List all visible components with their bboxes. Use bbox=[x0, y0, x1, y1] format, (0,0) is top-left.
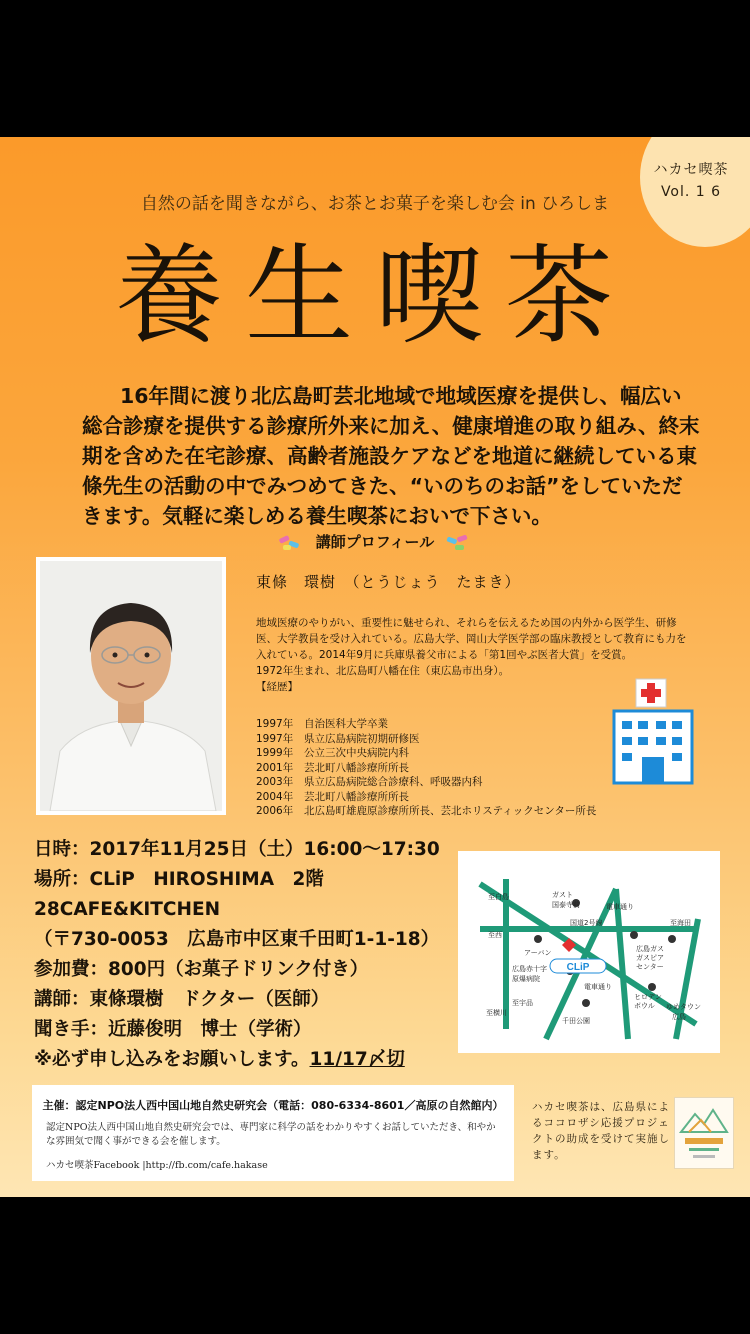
organizer-name: 主催：認定NPO法人西中国山地自然史研究会（電話：080-6334-8601／高原の自然館内） bbox=[42, 1099, 504, 1112]
career-year: 1997年 bbox=[256, 732, 294, 745]
candy-icon bbox=[445, 534, 473, 552]
map-label: ガスト bbox=[552, 891, 573, 899]
lecturer-photo bbox=[40, 561, 222, 811]
profile-heading-label: 講師プロフィール bbox=[315, 533, 435, 551]
map-label: 原爆病院 bbox=[512, 975, 540, 983]
map-label: ゆめタウン bbox=[666, 1003, 701, 1011]
map-label: 千田公園 bbox=[562, 1017, 590, 1025]
event-address: （〒730-0053 広島市中区東千田町1-1-18） bbox=[34, 929, 440, 950]
event-interviewer: 聞き手：近藤俊明 博士（学術） bbox=[34, 1019, 312, 1040]
profile-heading bbox=[0, 531, 750, 552]
portrait-illustration bbox=[40, 561, 222, 811]
map-label: アーバン bbox=[524, 949, 552, 957]
map-label: センター bbox=[636, 963, 664, 971]
career-text: 県立広島病院総合診療科、呼吸器内科 bbox=[304, 776, 483, 788]
intro-text bbox=[82, 381, 702, 531]
career-year: 1997年 bbox=[256, 718, 294, 730]
map-label: 国泰寺前 bbox=[552, 901, 580, 909]
career-text: 自治医科大学卒業 bbox=[304, 718, 388, 730]
career-text: 北広島町雄鹿原診療所所長、芸北ホリスティックセンター所長 bbox=[304, 805, 597, 817]
map-label: 広島ガス bbox=[636, 945, 664, 953]
career-text: 公立三次中央病院内科 bbox=[304, 747, 409, 759]
map-label: 広島赤十字 bbox=[512, 965, 547, 973]
event-details bbox=[34, 835, 474, 1075]
event-place: 場所：CLiP HIROSHIMA 2階 bbox=[34, 869, 324, 890]
map-label: 国道2号線 bbox=[570, 919, 603, 927]
main-title: 養生喫茶 bbox=[114, 234, 635, 359]
career-row bbox=[256, 804, 726, 819]
career-text: 県立広島病院初期研修医 bbox=[304, 732, 420, 745]
career-row bbox=[256, 790, 726, 805]
career-year: 2004年 bbox=[256, 790, 294, 803]
career-year: 2006年 bbox=[256, 805, 294, 817]
mountain-logo-icon bbox=[675, 1098, 733, 1168]
event-place-venue: 28CAFE&KITCHEN bbox=[34, 899, 221, 920]
badge-volume: Vol. 1 6 bbox=[660, 184, 722, 200]
application-note: ※必ず申し込みをお願いします。 bbox=[34, 1049, 310, 1070]
organizer-box bbox=[32, 1085, 514, 1181]
deadline: 11/17〆切 bbox=[309, 1049, 405, 1070]
map-label: ガスピア bbox=[636, 954, 664, 962]
event-datetime: 日時：2017年11月25日（土）16:00〜17:30 bbox=[34, 839, 440, 860]
bio-born: 1972年生まれ、北広島町八幡在住（東広島市出身）。 bbox=[256, 665, 510, 677]
map-label: 至海田 bbox=[670, 919, 691, 927]
map-label: 至白島 bbox=[488, 893, 509, 901]
intro-paragraph: 16年間に渡り北広島町芸北地域で地域医療を提供し、幅広い総合診療を提供する診療所外来に加え、健康増進の取り組み、終末期を含めた在宅診療、高齢者施設ケアなどを地道に継続している東條先生の活動の中でみつめてきた、“いのちのお話”をしていただきます。気軽に楽しめる養生喫茶においで下さい。 bbox=[82, 384, 700, 528]
career-year: 1999年 bbox=[256, 747, 294, 759]
map-graphic bbox=[466, 859, 712, 1045]
map-label: ヒロデン bbox=[634, 993, 662, 1001]
hospital-icon bbox=[610, 677, 696, 785]
organizer-description: 認定NPO法人西中国山地自然史研究会では、専門家に科学の話をわかりやすくお話していただき、和やかな雰囲気で聞く事ができる会を催します。 bbox=[46, 1122, 496, 1147]
map-label: ボウル bbox=[634, 1002, 655, 1010]
badge-series: ハカセ喫茶 bbox=[653, 162, 729, 178]
map-label: 電車通り bbox=[584, 983, 612, 991]
career-text: 芸北町八幡診療所所長 bbox=[304, 761, 409, 774]
map-label: 至宇品 bbox=[512, 999, 533, 1007]
career-year: 2003年 bbox=[256, 776, 294, 788]
map-label: 広島 bbox=[672, 1013, 686, 1021]
career-year: 2001年 bbox=[256, 761, 294, 774]
map-label: 至横川 bbox=[486, 1009, 507, 1017]
candy-icon bbox=[277, 534, 305, 552]
sponsor-logo bbox=[674, 1097, 734, 1169]
event-note bbox=[34, 1045, 474, 1075]
event-poster bbox=[0, 137, 750, 1197]
lecturer-photo-frame bbox=[36, 557, 226, 815]
event-fee: 参加費：800円（お菓子ドリンク付き） bbox=[34, 959, 369, 980]
lecturer-name: 東條 環樹 （とうじょう たまき） bbox=[256, 573, 521, 591]
career-text: 芸北町八幡診療所所長 bbox=[304, 790, 409, 803]
event-lecturer: 講師：東條環樹 ドクター（医師） bbox=[34, 989, 330, 1010]
career-label: 【経歴】 bbox=[256, 681, 298, 693]
facebook-link[interactable]: ハカセ喫茶Facebook |http://fb.com/cafe.hakase bbox=[46, 1160, 268, 1171]
map-label: 至西 bbox=[488, 931, 502, 939]
map-label: 電車通り bbox=[606, 903, 634, 911]
bio-text: 地域医療のやりがい、重要性に魅せられ、それらを伝えるため国の内外から医学生、研修医、大学教員を受け入れている。広島大学、岡山大学医学部の臨床教授として教育にも力を入れている。2014年9月に兵庫県養父市による「第1回やぶ医者大賞」を受賞。 bbox=[256, 617, 687, 661]
tagline: 自然の話を聞きながら、お茶とお菓子を楽しむ会 in ひろしま bbox=[140, 194, 610, 214]
map-clip-label: CLiP bbox=[566, 962, 590, 973]
support-note: ハカセ喫茶は、広島県によるココロザシ応援プロジェクトの助成を受けて実施します。 bbox=[532, 1101, 670, 1161]
access-map bbox=[458, 851, 720, 1053]
